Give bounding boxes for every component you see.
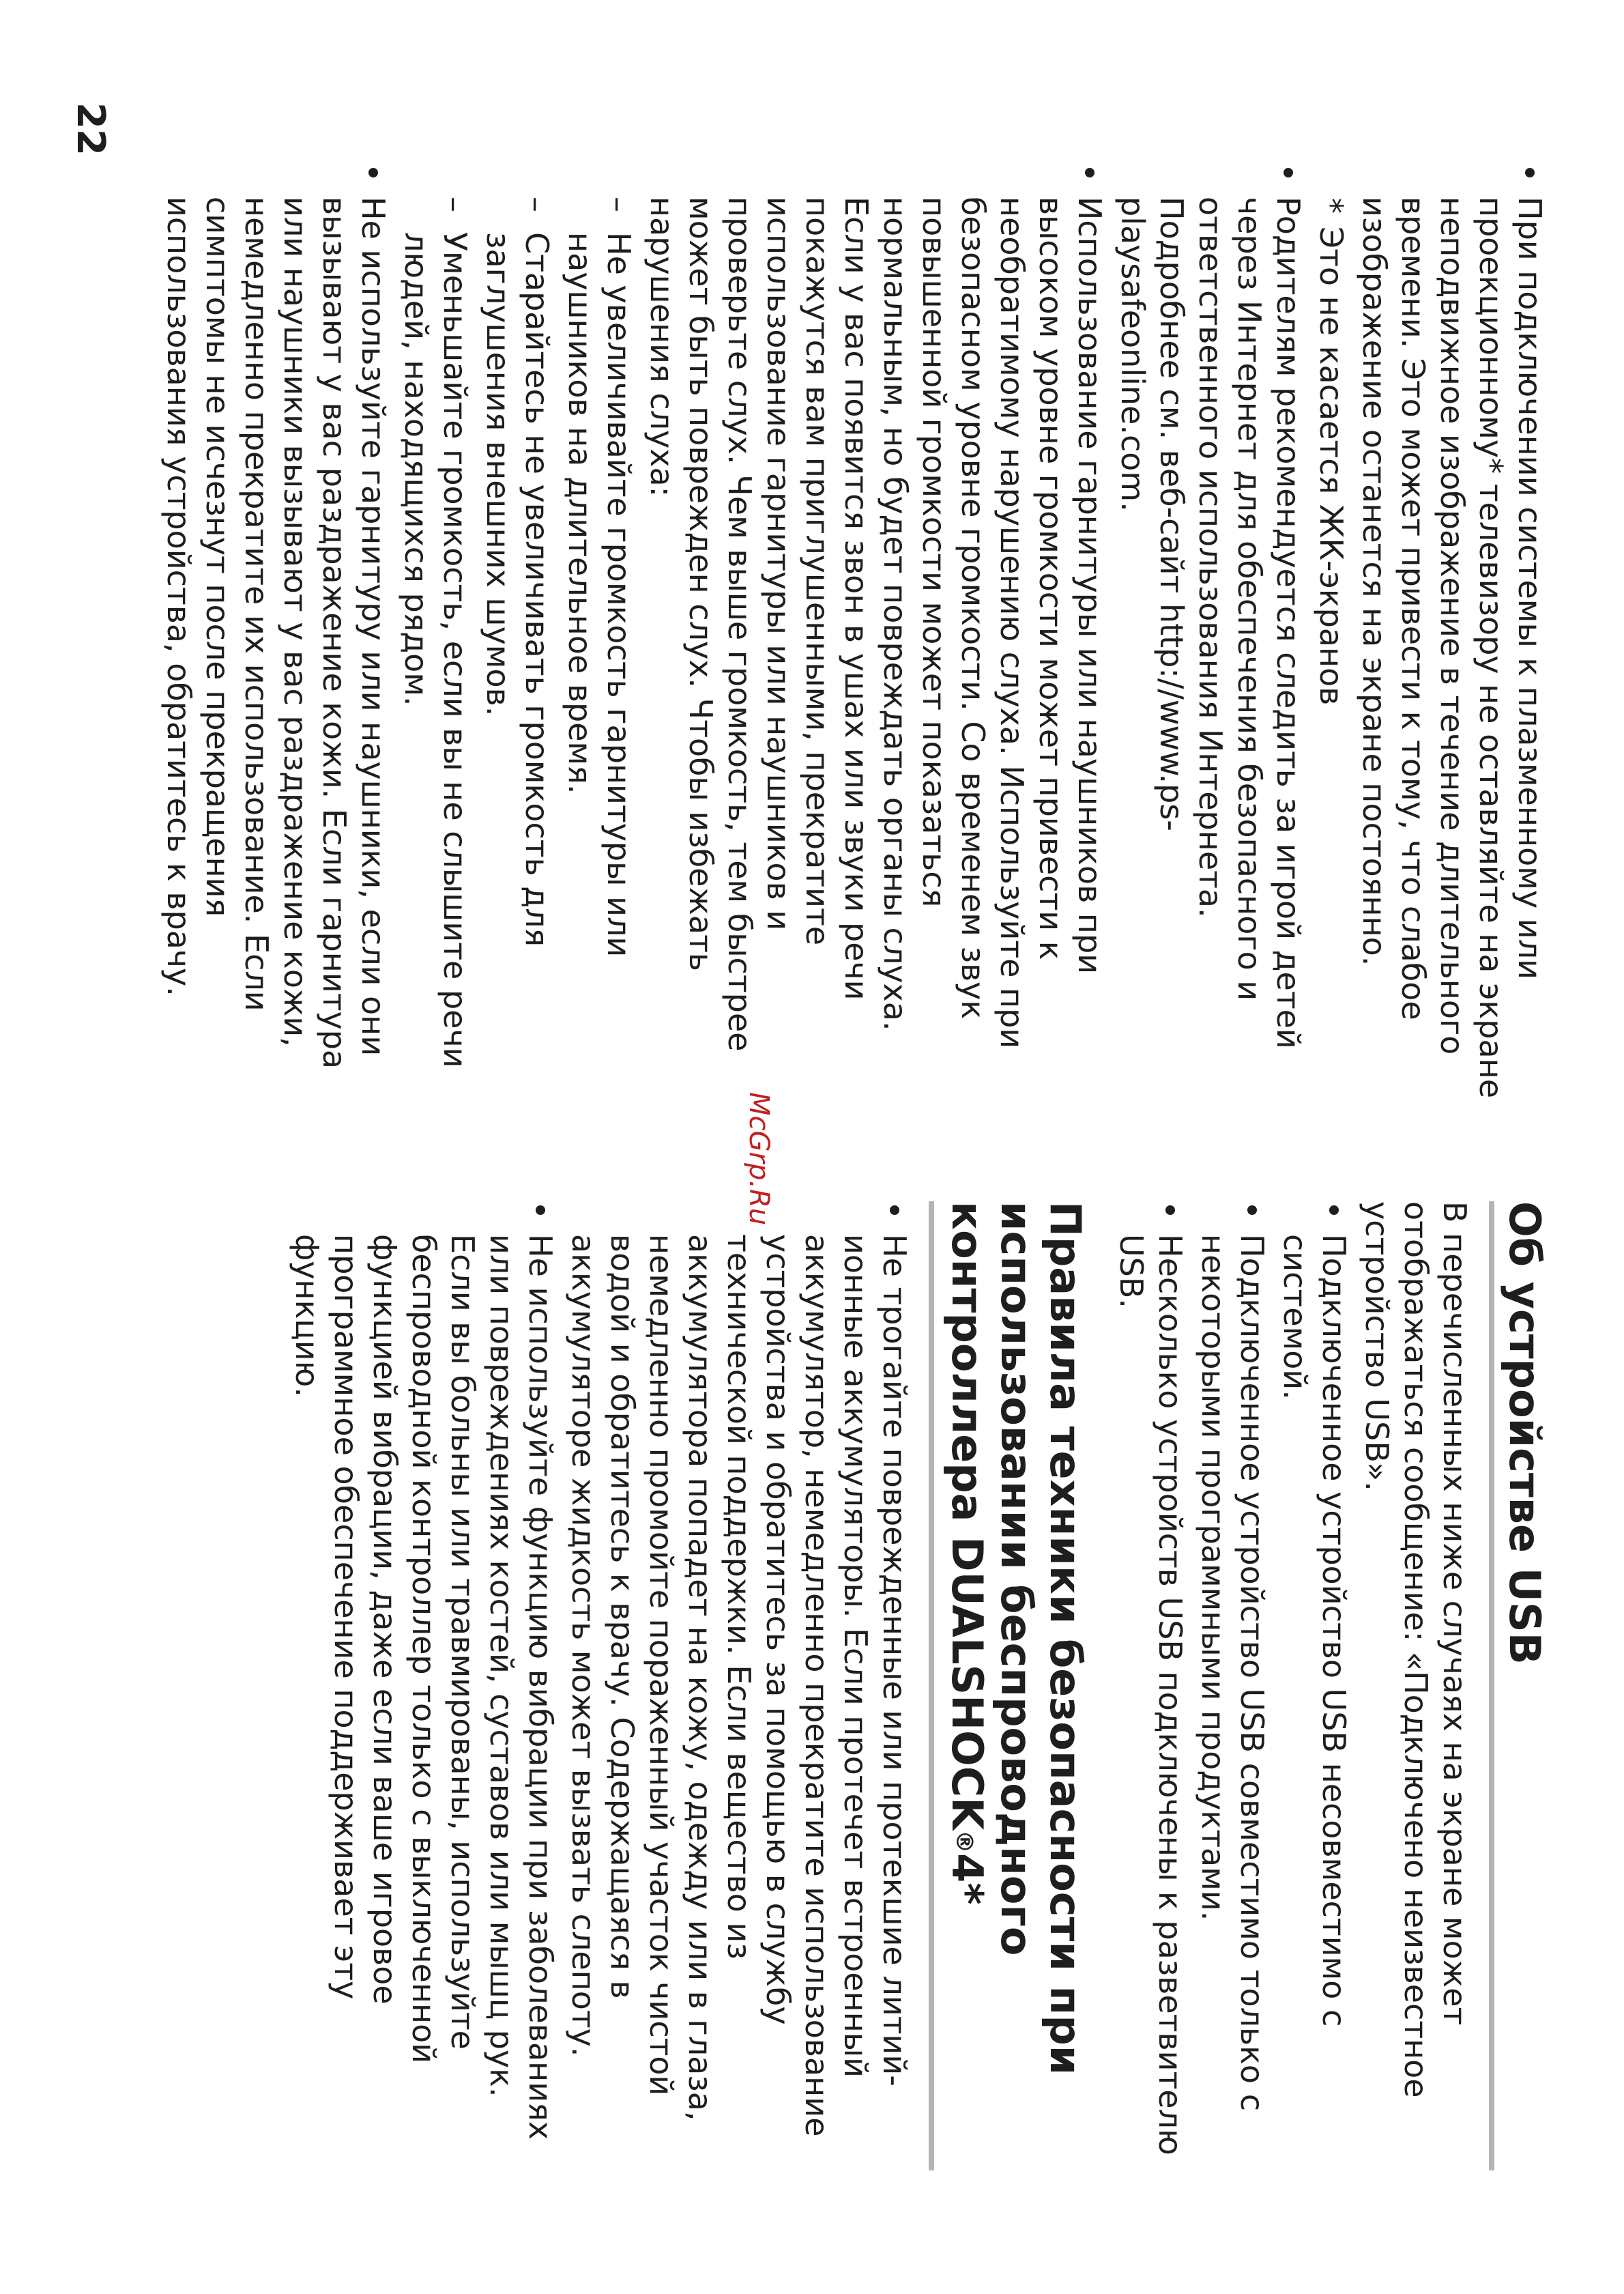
plasma-warning-item: При подключении системы к плазменному или проекционному* телевизору не оставляйте на экране неподвижное изображение в течение длительного времени. Это может привести к тому, что слабое изображение останется на экране постоянно. (1354, 164, 1549, 1106)
controller-safety-heading (929, 1201, 1090, 2170)
page-number: 22 (68, 102, 113, 156)
skin-irritation-item: Не используйте гарнитуру или наушники, если они вызывают у вас раздражение кожи. Если гарнитура или наушники вызывают у вас раздражение кожи, немедленно прекратите их использование. Если симптомы не исчезнут после прекращения использования устройства, обратитесь к врачу. (159, 164, 392, 1106)
usb-bullet-hub: Несколько устройств USB подключены к разветвителю USB. (1112, 1201, 1189, 2170)
headset-volume-item: Использование гарнитуры или наушников при высоком уровне громкости может привести к необратимому нарушению слуха. Используйте при безопасном уровне громкости. Со временем звук повышенной громкости может показаться нормальным, но будет повреждать органы слуха. Если у вас появится звон в ушах или звуки речи покажутся вам приглушенными, прекратите использование гарнитуры или наушников и проверьте слух. Чем выше громкость, тем быстрее может быть поврежден слух. Чтобы избежать нарушения слуха: (642, 164, 1109, 1106)
footnote (1311, 164, 1350, 1106)
usb-intro: В перечисленных ниже случаях на экране может отображаться сообщение: «Подключено неизвестное устройство USB». (1359, 1201, 1473, 2098)
dash-item-hear-speech: – Уменьшайте громкость, если вы не слышите речи людей, находящихся рядом. (396, 164, 474, 1106)
controller-safety-heading-tail: 4* (942, 1853, 992, 1905)
usb-bullet-incompatible: Подключенное устройство USB несовместимо с системой. (1275, 1201, 1353, 2170)
battery-warning-item: Не трогайте поврежденные или протекшие литий-ионные аккумуляторы. Если протечет встроенный аккумулятор, немедленно прекратите использование устройства и обратитесь за помощью в службу технической поддержки. Если вещество из аккумулятора попадет на кожу, одежду или в глаза, немедленно промойте пораженный участок чистой водой и обратитесь к врачу. Содержащаяся в аккумуляторе жидкость может вызвать слепоту. (564, 1201, 914, 2170)
usb-bullet-partial: Подключенное устройство USB совместимо только с некоторыми программными продуктами. (1193, 1201, 1271, 2170)
footnote-mark: * (1313, 198, 1350, 214)
watermark: McGrp.Ru (743, 1092, 774, 1226)
registered-mark: ® (951, 1830, 978, 1854)
controller-safety-heading-text: Правила техники безопасности при использовании беспроводного контроллера DUALSHOCK (942, 1201, 1090, 2076)
dash-item-long-use: – Не увеличивайте громкость гарнитуры или наушников на длительное время. (560, 164, 638, 1106)
safety-text-column (155, 164, 1549, 1106)
vibration-warning-item: Не используйте функцию вибрации при заболеваниях или повреждениях костей, суставов или мышц рук. Если вы больны или травмированы, используйте беспроводной контроллер только с выключенной функцией вибрации, даже если ваше игровое программное обеспечение поддерживает эту функцию. (287, 1201, 560, 2170)
usb-and-controller-column (283, 1201, 1549, 2170)
usb-section-heading: Об устройстве USB (1489, 1201, 1549, 2170)
dash-item-external-noise: – Старайтесь не увеличивать громкость для заглушения внешних шумов. (478, 164, 556, 1106)
footnote-text: Это не касается ЖК-экранов (1313, 227, 1350, 706)
parents-advice-item: Родителям рекомендуется следить за игрой детей через Интернет для обеспечения безопасного и ответственного использования Интернета. Подробнее см. веб-сайт http://www.ps-playsafeonline.com. (1113, 164, 1307, 1106)
